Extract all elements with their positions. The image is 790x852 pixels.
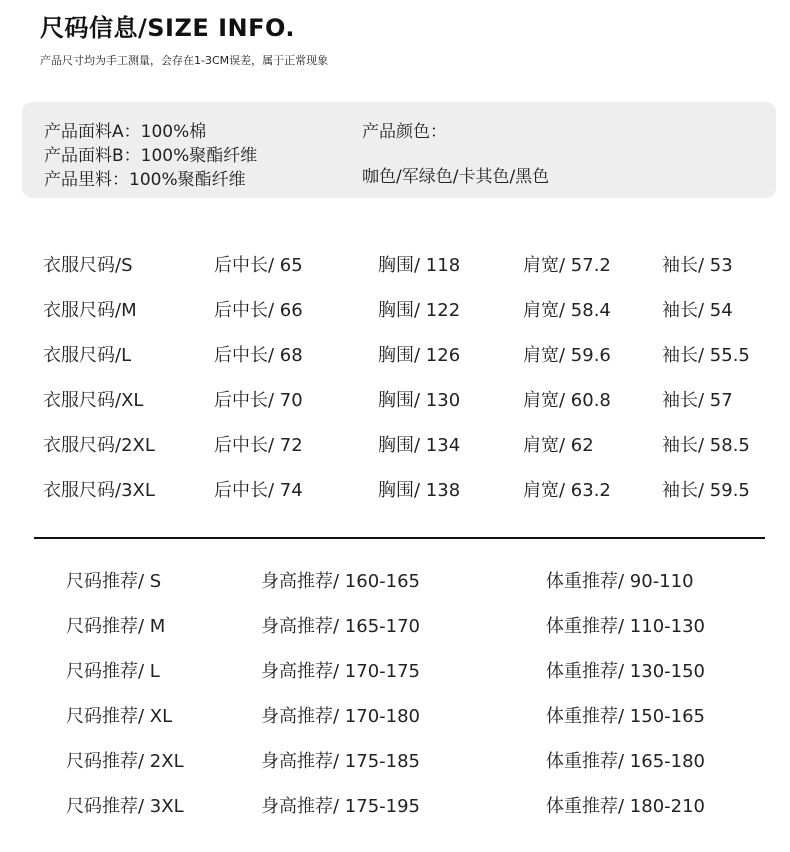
recommendation-row bbox=[0, 702, 790, 732]
back-length-cell: 后中长/ 70 bbox=[214, 390, 303, 411]
rec-size-cell: 尺码推荐/ 3XL bbox=[66, 796, 184, 817]
back-length-cell: 后中长/ 74 bbox=[214, 480, 303, 501]
chest-cell: 胸围/ 122 bbox=[378, 300, 461, 321]
chest-cell: 胸围/ 130 bbox=[378, 390, 461, 411]
sleeve-cell: 袖长/ 57 bbox=[662, 390, 733, 411]
shoulder-cell: 肩宽/ 62 bbox=[523, 435, 594, 456]
measurement-row bbox=[0, 251, 790, 281]
section-divider bbox=[34, 537, 765, 539]
back-length-cell: 后中长/ 68 bbox=[214, 345, 303, 366]
size-cell: 衣服尺码/S bbox=[43, 255, 133, 276]
page-title: 尺码信息/SIZE INFO. bbox=[40, 14, 296, 42]
recommendation-row bbox=[0, 747, 790, 777]
recommendation-row bbox=[0, 792, 790, 822]
sleeve-cell: 袖长/ 53 bbox=[662, 255, 733, 276]
measurement-row bbox=[0, 341, 790, 371]
size-cell: 衣服尺码/XL bbox=[43, 390, 144, 411]
measurement-row bbox=[0, 386, 790, 416]
chest-cell: 胸围/ 134 bbox=[378, 435, 461, 456]
chest-cell: 胸围/ 138 bbox=[378, 480, 461, 501]
lining-text: 产品里料：100%聚酯纤维 bbox=[44, 170, 246, 190]
size-cell: 衣服尺码/M bbox=[43, 300, 137, 321]
rec-weight-cell: 体重推荐/ 180-210 bbox=[546, 796, 705, 817]
sleeve-cell: 袖长/ 54 bbox=[662, 300, 733, 321]
page-subtitle: 产品尺寸均为手工测量，会存在1-3CM误差，属于正常现象 bbox=[40, 54, 329, 67]
shoulder-cell: 肩宽/ 60.8 bbox=[523, 390, 611, 411]
sleeve-cell: 袖长/ 59.5 bbox=[662, 480, 750, 501]
rec-height-cell: 身高推荐/ 170-180 bbox=[261, 706, 420, 727]
product-info-box bbox=[22, 102, 776, 198]
sleeve-cell: 袖长/ 58.5 bbox=[662, 435, 750, 456]
color-list: 咖色/军绿色/卡其色/黑色 bbox=[362, 167, 550, 187]
rec-height-cell: 身高推荐/ 170-175 bbox=[261, 661, 420, 682]
rec-size-cell: 尺码推荐/ L bbox=[66, 661, 160, 682]
rec-weight-cell: 体重推荐/ 130-150 bbox=[546, 661, 705, 682]
size-cell: 衣服尺码/3XL bbox=[43, 480, 155, 501]
fabric-b-text: 产品面料B：100%聚酯纤维 bbox=[44, 146, 258, 166]
rec-weight-cell: 体重推荐/ 165-180 bbox=[546, 751, 705, 772]
chest-cell: 胸围/ 126 bbox=[378, 345, 461, 366]
size-cell: 衣服尺码/L bbox=[43, 345, 132, 366]
fabric-a-text: 产品面料A：100%棉 bbox=[44, 122, 207, 142]
rec-weight-cell: 体重推荐/ 150-165 bbox=[546, 706, 705, 727]
measurement-row bbox=[0, 476, 790, 506]
rec-weight-cell: 体重推荐/ 110-130 bbox=[546, 616, 705, 637]
shoulder-cell: 肩宽/ 58.4 bbox=[523, 300, 611, 321]
rec-size-cell: 尺码推荐/ 2XL bbox=[66, 751, 184, 772]
measurement-row bbox=[0, 296, 790, 326]
recommendation-row bbox=[0, 612, 790, 642]
back-length-cell: 后中长/ 66 bbox=[214, 300, 303, 321]
shoulder-cell: 肩宽/ 57.2 bbox=[523, 255, 611, 276]
rec-size-cell: 尺码推荐/ S bbox=[66, 571, 162, 592]
chest-cell: 胸围/ 118 bbox=[378, 255, 461, 276]
measurement-row bbox=[0, 431, 790, 461]
rec-size-cell: 尺码推荐/ M bbox=[66, 616, 166, 637]
sleeve-cell: 袖长/ 55.5 bbox=[662, 345, 750, 366]
shoulder-cell: 肩宽/ 63.2 bbox=[523, 480, 611, 501]
shoulder-cell: 肩宽/ 59.6 bbox=[523, 345, 611, 366]
rec-size-cell: 尺码推荐/ XL bbox=[66, 706, 173, 727]
recommendation-row bbox=[0, 567, 790, 597]
rec-weight-cell: 体重推荐/ 90-110 bbox=[546, 571, 694, 592]
recommendation-row bbox=[0, 657, 790, 687]
back-length-cell: 后中长/ 72 bbox=[214, 435, 303, 456]
size-cell: 衣服尺码/2XL bbox=[43, 435, 155, 456]
rec-height-cell: 身高推荐/ 175-195 bbox=[261, 796, 420, 817]
rec-height-cell: 身高推荐/ 165-170 bbox=[261, 616, 420, 637]
rec-height-cell: 身高推荐/ 160-165 bbox=[261, 571, 420, 592]
rec-height-cell: 身高推荐/ 175-185 bbox=[261, 751, 420, 772]
color-label: 产品颜色： bbox=[362, 122, 447, 142]
back-length-cell: 后中长/ 65 bbox=[214, 255, 303, 276]
